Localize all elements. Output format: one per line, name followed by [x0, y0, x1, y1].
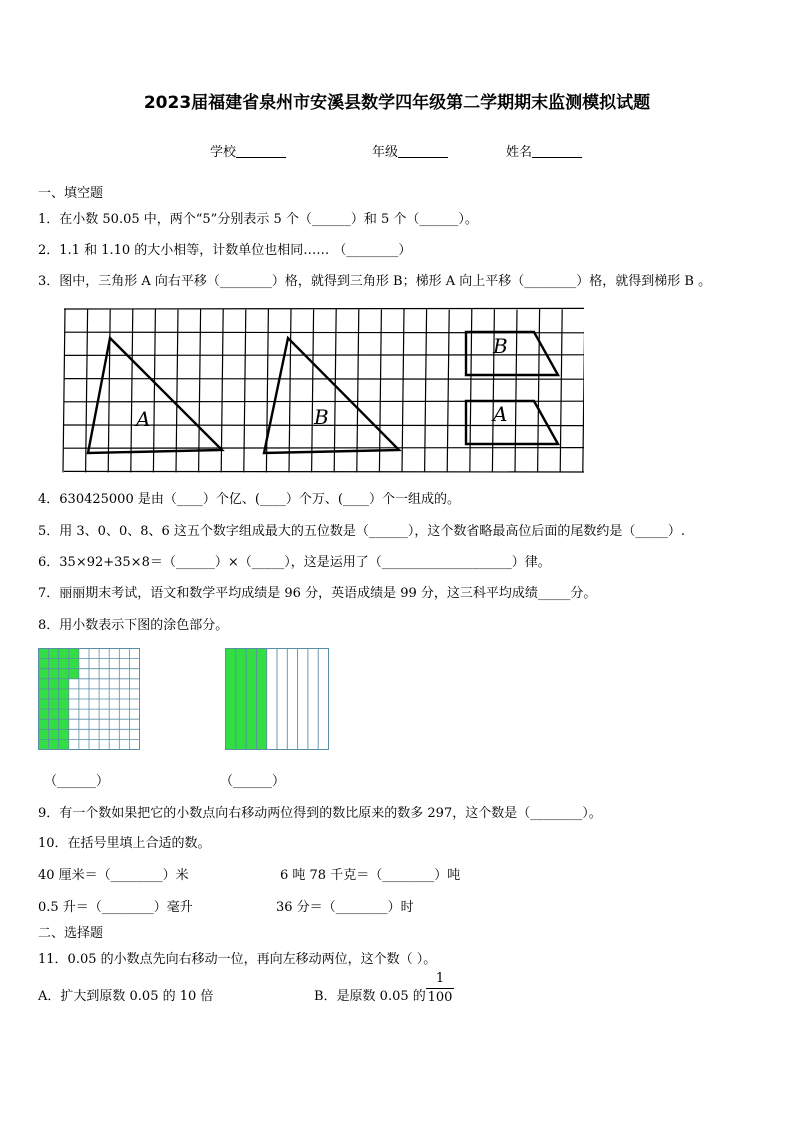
question-10-a: 40 厘米＝（________）米: [38, 868, 189, 883]
translation-grid-figure: [62, 306, 584, 476]
school-blank[interactable]: [236, 145, 286, 158]
name-label: 姓名: [506, 145, 533, 160]
fraction-one-hundredth: [426, 970, 454, 1007]
option-b[interactable]: B．是原数 0.05 的: [314, 989, 426, 1004]
grade-field: [372, 141, 448, 160]
trapezoid-b: [466, 332, 558, 375]
question-1: 1．在小数 50.05 中，两个“5”分别表示 5 个（______）和 5 个（______）。: [38, 212, 478, 227]
grade-blank[interactable]: [398, 145, 448, 158]
school-field: [210, 141, 286, 160]
question-9: 9．有一个数如果把它的小数点向右移动两位得到的数比原来的数多 297，这个数是（________）。: [38, 806, 602, 821]
option-a[interactable]: A．扩大到原数 0.05 的 10 倍: [38, 989, 214, 1004]
trapezoid-a: [466, 401, 558, 444]
question-5: 5．用 3、0、0、8、6 这五个数字组成最大的五位数是（______），这个数省略最高位后面的尾数约是（_____）.: [38, 524, 686, 539]
question-10: 10．在括号里填上合适的数。: [38, 836, 211, 851]
name-field: [506, 141, 582, 160]
question-7: 7．丽丽期末考试，语文和数学平均成绩是 96 分，英语成绩是 99 分，这三科平均成绩_____分。: [38, 586, 597, 601]
page-title: 2023届福建省泉州市安溪县数学四年级第二学期期末监测模拟试题: [143, 93, 651, 113]
trapezoid-a-label: A: [493, 402, 508, 426]
section-choice-heading: 二、选择题: [38, 926, 104, 941]
hundred-grid-figure: [38, 648, 141, 751]
question-2: 2．1.1 和 1.10 的大小相等，计数单位也相同…… （________）: [38, 243, 412, 258]
trapezoid-b-label: B: [493, 334, 508, 358]
name-blank[interactable]: [532, 145, 582, 158]
question-8: 8．用小数表示下图的涂色部分。: [38, 618, 229, 633]
question-10-c: 0.5 升＝（________）毫升: [38, 900, 193, 915]
school-label: 学校: [210, 145, 237, 160]
question-4: 4．630425000 是由（____）个亿、(____）个万、(____）个一组成的。: [38, 492, 460, 507]
triangle-a-label: A: [136, 407, 151, 431]
grade-label: 年级: [372, 145, 399, 160]
tenths-strip-figure: [225, 648, 330, 751]
question-11: 11．0.05 的小数点先向右移动一位，再向左移动两位，这个数（ ）。: [38, 952, 437, 967]
triangle-b-label: B: [314, 405, 329, 429]
question-10-b: 6 吨 78 千克＝（________）吨: [280, 868, 461, 883]
question-3: 3．图中，三角形 A 向右平移（________）格，就得到三角形 B；梯形 A 向上平移（________）格，就得到梯形 B 。: [38, 274, 712, 289]
q8-answer-left[interactable]: （______）: [44, 774, 110, 789]
section-fill-heading: 一、填空题: [38, 186, 104, 201]
fraction-denominator: 100: [427, 990, 453, 1005]
fraction-numerator: 1: [426, 970, 454, 989]
question-6: 6．35×92+35×8＝（______）×（_____），这是运用了（____________________）律。: [38, 555, 551, 570]
q8-answer-right[interactable]: （______）: [220, 774, 286, 789]
question-10-d: 36 分＝（________）时: [276, 900, 414, 915]
